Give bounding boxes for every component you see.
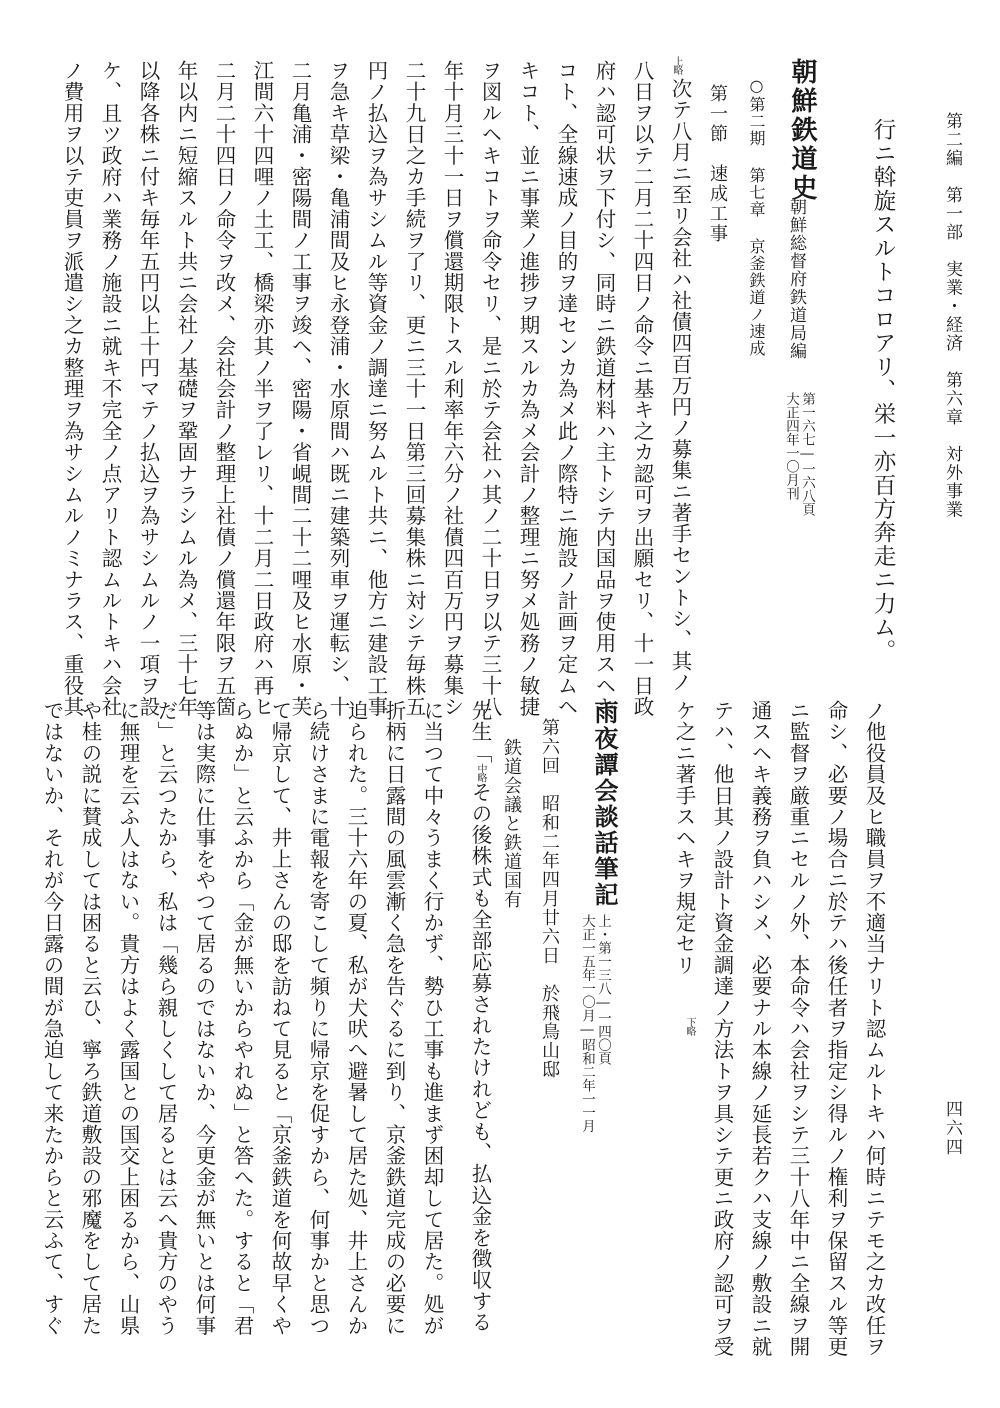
speaker-label: 先生「 — [468, 700, 492, 764]
note-ryaku: 上略 — [671, 56, 682, 74]
source-ref-date: 大正四年一〇月刊 — [783, 392, 799, 500]
source-ref-pages: 第一六七―一六八頁 — [799, 392, 815, 516]
bottom-body-line: 折柄に日露間の風雲漸く急を告ぐるに到り、京釜鉄道完成の必要に — [382, 700, 406, 1336]
bottom-body-line: 迫られた。三十六年の夏、私が犬吠へ避暑して居た処、井上さんか — [344, 700, 368, 1336]
bottom-body-first — [470, 700, 491, 1333]
bottom-line: ノ他役員及ヒ職員ヲ不適当ナリト認ムルトキハ何時ニテモ之カ改任ヲ — [862, 700, 886, 1358]
top-body-line: 年以内ニ短縮スルト共ニ会社ノ基礎ヲ鞏固ナラシムル為メ、三十七年 — [174, 60, 198, 718]
source2-ref-date: 大正一五年一〇月―昭和二年一一月 — [579, 914, 595, 1133]
source-chapter: ○第二期 第七章 京釜鉄道ノ速成 — [747, 76, 766, 357]
note-chuu: 中略 — [475, 763, 486, 782]
top-body-line: 二十九日之カ手続ヲ了リ、更ニ三十一日第三回募集株ニ対シテ毎株五 — [402, 60, 426, 718]
bottom-line: ニ監督ヲ厳重ニセルノ外、本命令ハ会社ヲシテ三十八年中ニ全線ヲ開 — [786, 700, 810, 1358]
bottom-line: 通スヘキ義務ヲ負ハシメ、必要ナル本線ノ延長若クハ支線ノ敷設ニ就 — [748, 700, 772, 1358]
top-body-line: コト、全線速成ノ目的ヲ達センカ為メ此ノ際特ニ施設ノ計画ヲ定ムヘ — [554, 60, 578, 718]
page-number: 四六四 — [942, 1100, 962, 1157]
bottom-body-line: に当つて中々うまく行かず、勢ひ工事も進まず困却して居た。処が — [420, 700, 444, 1336]
note-ka: 下略 — [684, 1017, 695, 1035]
bottom-body-line: 等は実際に仕事をやつて居るのではないか、今更金が無いとは何事 — [192, 700, 216, 1336]
top-line-1: 行ニ斡旋スルトコロアリ、栄一亦百方奔走ニ力ム。 — [870, 118, 896, 664]
bottom-line: 命シ、必要ノ場合ニ於テハ後任者ヲ指定シ得ルノ権利ヲ保留スル等更 — [824, 700, 848, 1358]
bottom-body-line: て帰京して、井上さんの邸を訪ねて見ると「京釜鉄道を何故早くや — [268, 700, 292, 1336]
top-body-line: キコト、並ニ事業ノ進捗ヲ期スルカ為メ会計ノ整理ニ努メ処務ノ敏捷 — [516, 60, 540, 718]
bottom-line: テハ、他日其ノ設計ト資金調達ノ方法トヲ具シテ更ニ政府ノ認可ヲ受 — [710, 700, 734, 1358]
running-header: 第二編 第一部 実業・経済 第六章 対外事業 — [942, 112, 962, 519]
top-body-line: ヲ急キ草梁・亀浦間及ヒ永登浦・水原間ハ既ニ建築列車ヲ運転シ、十 — [326, 60, 350, 718]
topic-title: 鉄道会議と鉄道国有 — [501, 738, 522, 909]
bottom-body-line: や桂の説に賛成しては困ると云ひ、寧ろ鉄道敷設の邪魔をして居た — [78, 700, 102, 1336]
top-body-line: 以降各株ニ付キ毎年五円以上十円マテノ払込ヲ為サシムルノ一項ヲ設 — [136, 60, 160, 718]
bottom-body-line: だ」と云つたから、私は「幾ら親しくして居るとは云へ貴方のやう — [154, 700, 178, 1336]
top-body-line: 年十月三十一日ヲ償還期限トスル利率年六分ノ社債四百万円ヲ募集シ — [440, 60, 464, 718]
top-body-line: 円ノ払込ヲ為サシムル等資金ノ調達ニ努ムルト共ニ、他方ニ建設工事 — [364, 60, 388, 718]
source-title: 朝鮮鉄道史 — [787, 58, 817, 203]
top-body-line: ノ費用ヲ以テ吏員ヲ派遣シ之カ整理ヲ為サシムルノミナラス、重役其 — [60, 60, 84, 718]
bottom-line: ケ之ニ著手スヘキヲ規定セリ — [672, 700, 696, 976]
top-body-line: ケ、且ツ政府ハ業務ノ施設ニ就キ不完全ノ点アリト認ムルトキハ会社 — [98, 60, 122, 718]
bottom-body-line: ではないか、それが今日露の間が急迫して来たからと云ふて、すぐ — [40, 700, 64, 1336]
section-title: 第一節 速成工事 — [707, 84, 728, 244]
top-body-line: ヲ図ルヘキコトヲ命令セリ、是ニ於テ会社ハ其ノ二十日ヲ以テ三十八 — [478, 60, 502, 718]
source-author: 朝鮮総督府鉄道局編 — [786, 198, 806, 360]
top-body-line: 次テ八月ニ至リ会社ハ社債四百万円ノ募集ニ著手セントシ、其ノ — [668, 78, 692, 693]
top-body-line: 二月二十四日ノ命令ヲ改メ、会社会計ノ整理上社債ノ償還年限ヲ五箇 — [212, 60, 236, 718]
bottom-body-line: に無理を云ふ人はない。貴方はよく露国との国交上困るから、山県 — [116, 700, 140, 1336]
bottom-body-line: らぬか」と云ふから「金が無いからやれぬ」と答へた。すると「君 — [230, 700, 254, 1336]
bottom-body-line: ら続けさまに電報を寄こして頻りに帰京を促すから、何事かと思つ — [306, 700, 330, 1336]
source2-ref-pages: 上・第一三八―一四〇頁 — [595, 914, 611, 1065]
meeting-info: 第六回 昭和二年四月廿六日 於飛鳥山邸 — [539, 718, 560, 1079]
bottom-body-first-rest: その後株式も全部応募されたけれども、払込金を徴収する — [468, 781, 492, 1333]
top-body-line: 八日ヲ以テ二月二十四日ノ命令ニ基キ之カ認可ヲ出願セリ、十一日政 — [630, 60, 654, 718]
source2-title: 雨夜譚会談話筆記 — [590, 700, 619, 908]
top-body-line: 江間六十四哩ノ土工、橋梁亦其ノ半ヲ了レリ、十二月二日政府ハ再ヒ — [250, 60, 274, 718]
top-body-line: 二月亀浦・密陽間ノ工事ヲ竣ヘ、密陽・省峴間二十二哩及ヒ水原・芙 — [288, 60, 312, 718]
top-body-line: 府ハ認可状ヲ下付シ、同時ニ鉄道材料ハ主トシテ内国品ヲ使用スヘキ — [592, 60, 616, 718]
